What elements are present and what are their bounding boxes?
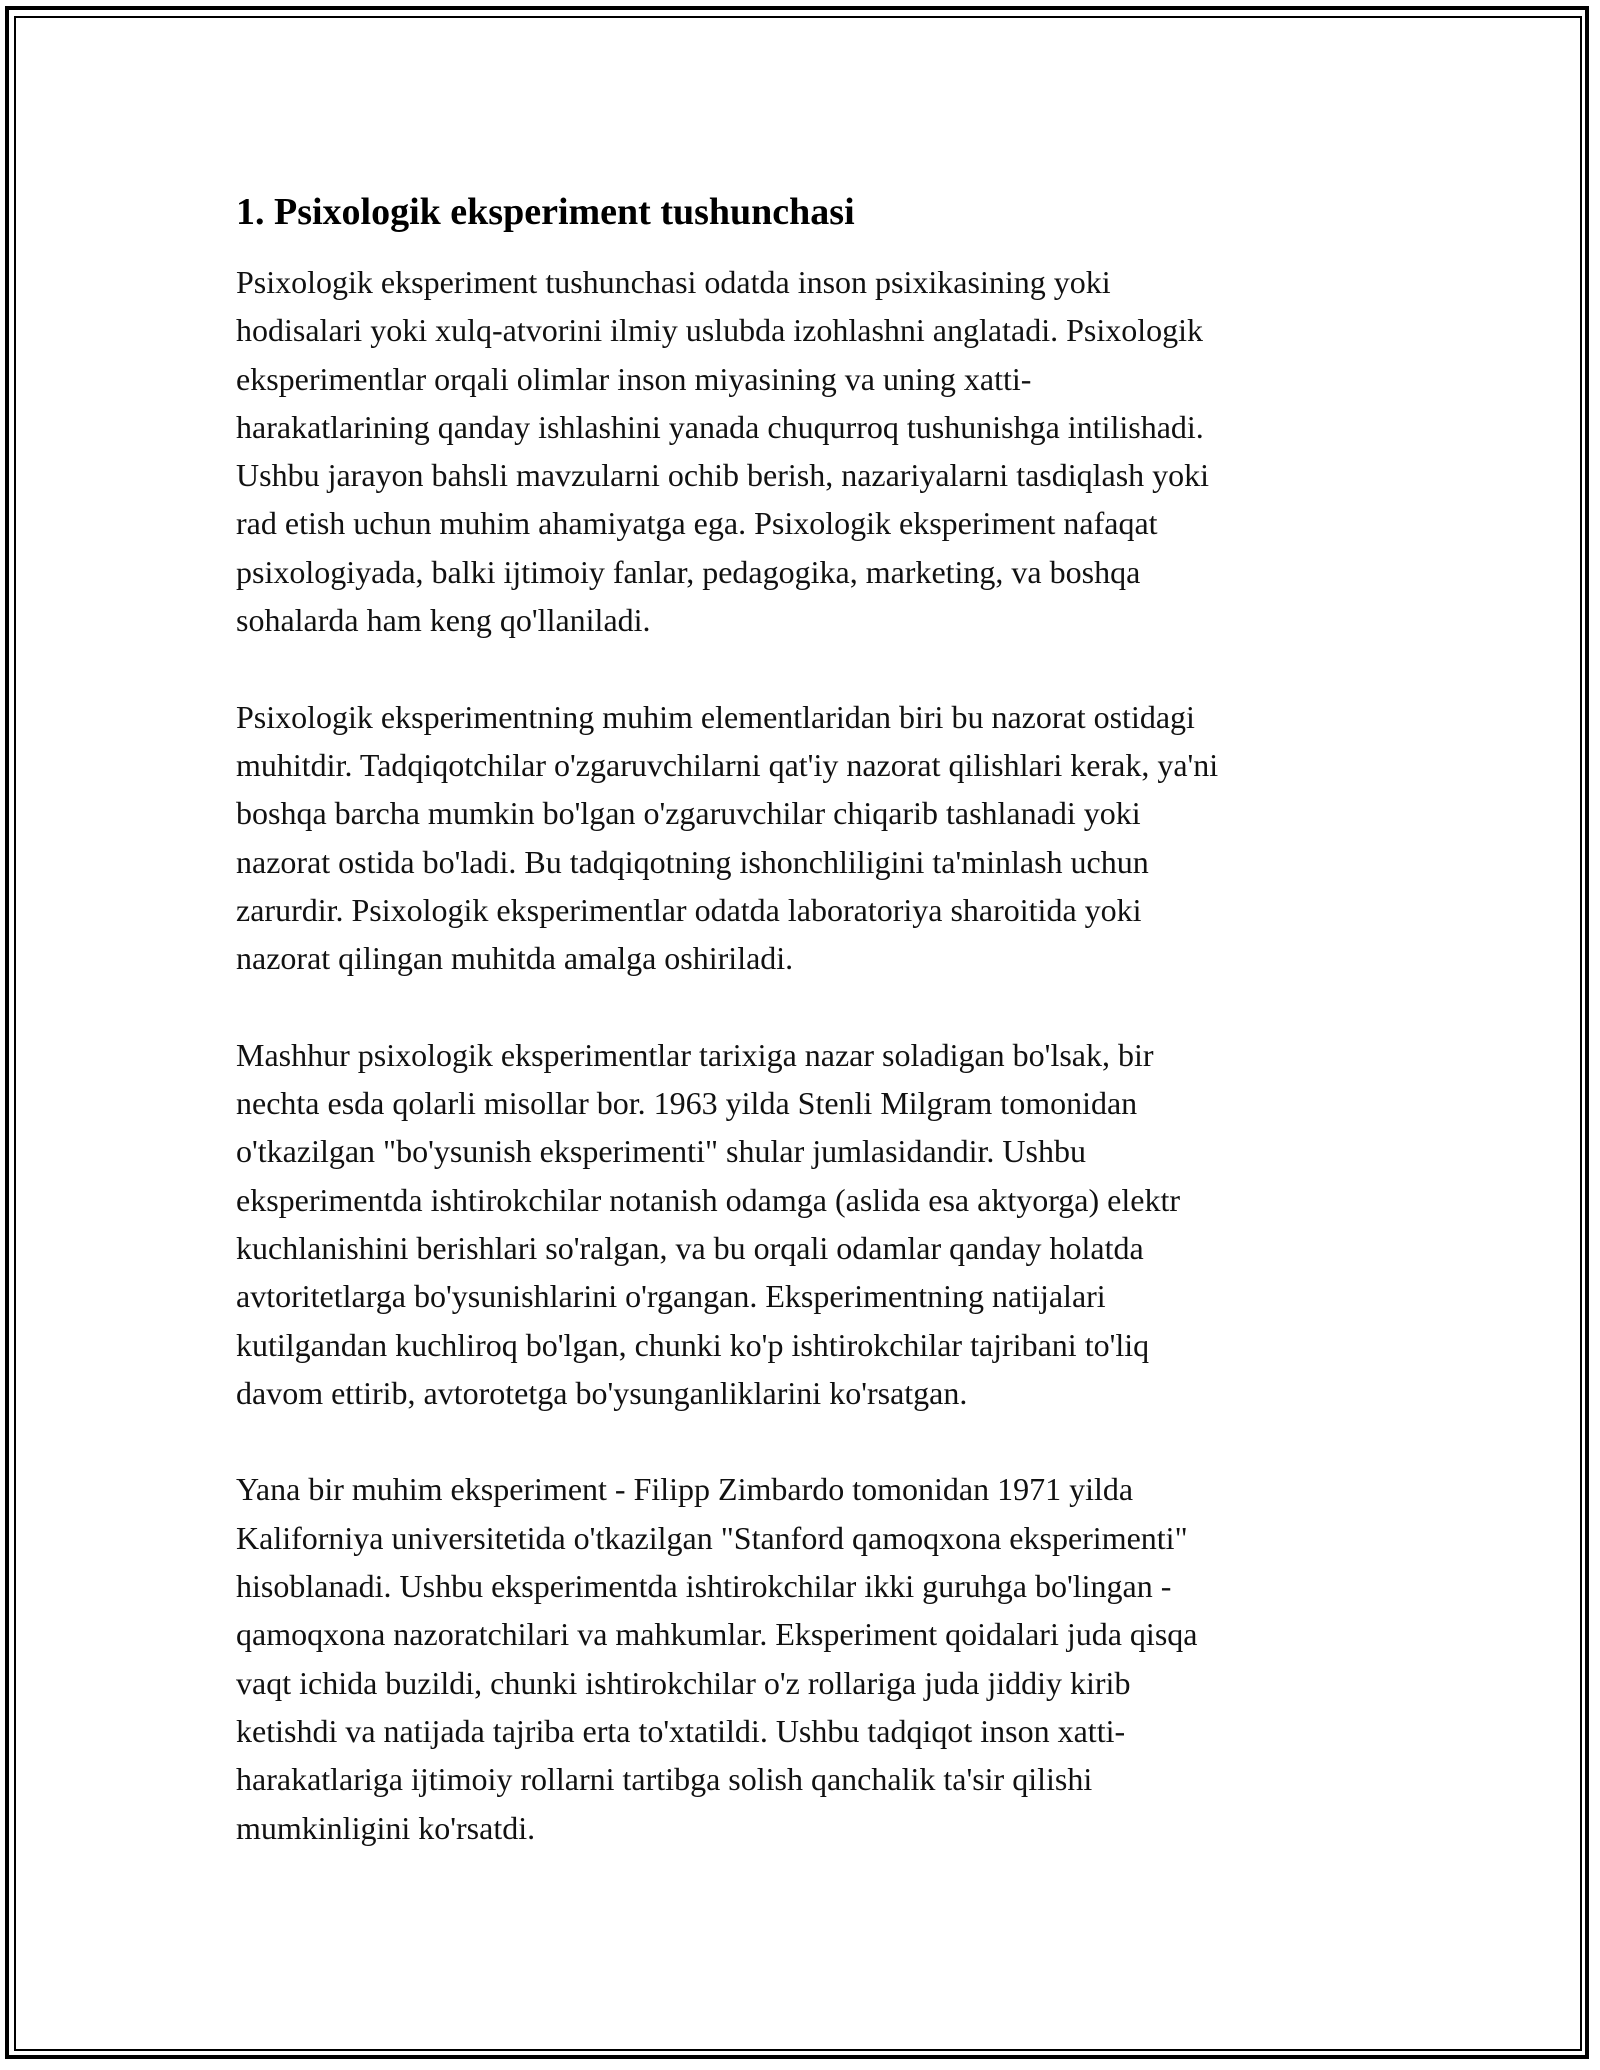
text-line: hodisalari yoki xulq-atvorini ilmiy uslubda izohlashni anglatadi. Psixologik [236, 312, 1203, 349]
text-line: eksperimentda ishtirokchilar notanish odamga (aslida esa aktyorga) elektr [236, 1181, 1180, 1218]
text-line: psixologiyada, balki ijtimoiy fanlar, pedagogika, marketing, va boshqa [236, 553, 1141, 590]
text-line: harakatlarining qanday ishlashini yanada chuqurroq tushunishga intilishadi. [236, 408, 1204, 445]
paragraph-1 [236, 258, 1376, 644]
document-body [236, 186, 1376, 1900]
text-line: zarurdir. Psixologik eksperimentlar odatda laboratoriya sharoitida yoki [236, 891, 1142, 928]
text-line: qamoqxona nazoratchilari va mahkumlar. Eksperiment qoidalari juda qisqa [236, 1616, 1198, 1653]
text-line: muhitdir. Tadqiqotchilar o'zgaruvchilarni qat'iy nazorat qilishlari kerak, ya'ni [236, 746, 1219, 783]
text-line: avtoritetlarga bo'ysunishlarini o'rgangan. Eksperimentning natijalari [236, 1278, 1106, 1315]
text-line: davom ettirib, avtorotetga bo'ysunganliklarini ko'rsatgan. [236, 1374, 968, 1411]
paragraph-3 [236, 1031, 1376, 1417]
text-line: Mashhur psixologik eksperimentlar tarixiga nazar soladigan bo'lsak, bir [236, 1036, 1154, 1073]
text-line: Yana bir muhim eksperiment - Filipp Zimbardo tomonidan 1971 yilda [236, 1471, 1134, 1508]
text-line: sohalarda ham keng qo'llaniladi. [236, 602, 651, 639]
text-line: Ushbu jarayon bahsli mavzularni ochib berish, nazariyalarni tasdiqlash yoki [236, 457, 1210, 494]
text-line: nechta esda qolarli misollar bor. 1963 yilda Stenli Milgram tomonidan [236, 1085, 1138, 1122]
text-line: boshqa barcha mumkin bo'lgan o'zgaruvchilar chiqarib tashlanadi yoki [236, 795, 1141, 832]
paragraph-2 [236, 693, 1376, 983]
text-line: Psixologik eksperimentning muhim elementlaridan biri bu nazorat ostidagi [236, 698, 1195, 735]
text-line: nazorat qilingan muhitda amalga oshiriladi. [236, 940, 794, 977]
text-line: vaqt ichida buzildi, chunki ishtirokchilar o'z rollariga juda jiddiy kirib [236, 1664, 1131, 1701]
section-heading: 1. Psixologik eksperiment tushunchasi [236, 191, 855, 233]
text-line: Kaliforniya universitetida o'tkazilgan "Stanford qamoqxona eksperimenti" [236, 1519, 1188, 1556]
text-line: hisoblanadi. Ushbu eksperimentda ishtirokchilar ikki guruhga bo'lingan - [236, 1568, 1172, 1605]
text-line: eksperimentlar orqali olimlar inson miyasining va uning xatti- [236, 360, 1032, 397]
text-line: Psixologik eksperiment tushunchasi odatda inson psixikasining yoki [236, 264, 1111, 300]
text-line: mumkinligini ko'rsatdi. [236, 1809, 536, 1846]
text-line: kuchlanishini berishlari so'ralgan, va bu orqali odamlar qanday holatda [236, 1229, 1144, 1266]
text-line: nazorat ostida bo'ladi. Bu tadqiqotning ishonchliligini ta'minlash uchun [236, 843, 1149, 880]
text-line: kutilgandan kuchliroq bo'lgan, chunki ko'p ishtirokchilar tajribani to'liq [236, 1326, 1150, 1363]
text-line: o'tkazilgan "bo'ysunish eksperimenti" shular jumlasidandir. Ushbu [236, 1133, 1086, 1170]
paragraph-4 [236, 1465, 1376, 1851]
text-line: harakatlariga ijtimoiy rollarni tartibga solish qanchalik ta'sir qilishi [236, 1761, 1093, 1798]
text-line: ketishdi va natijada tajriba erta to'xtatildi. Ushbu tadqiqot inson xatti- [236, 1712, 1126, 1749]
text-line: rad etish uchun muhim ahamiyatga ega. Psixologik eksperiment nafaqat [236, 505, 1158, 542]
